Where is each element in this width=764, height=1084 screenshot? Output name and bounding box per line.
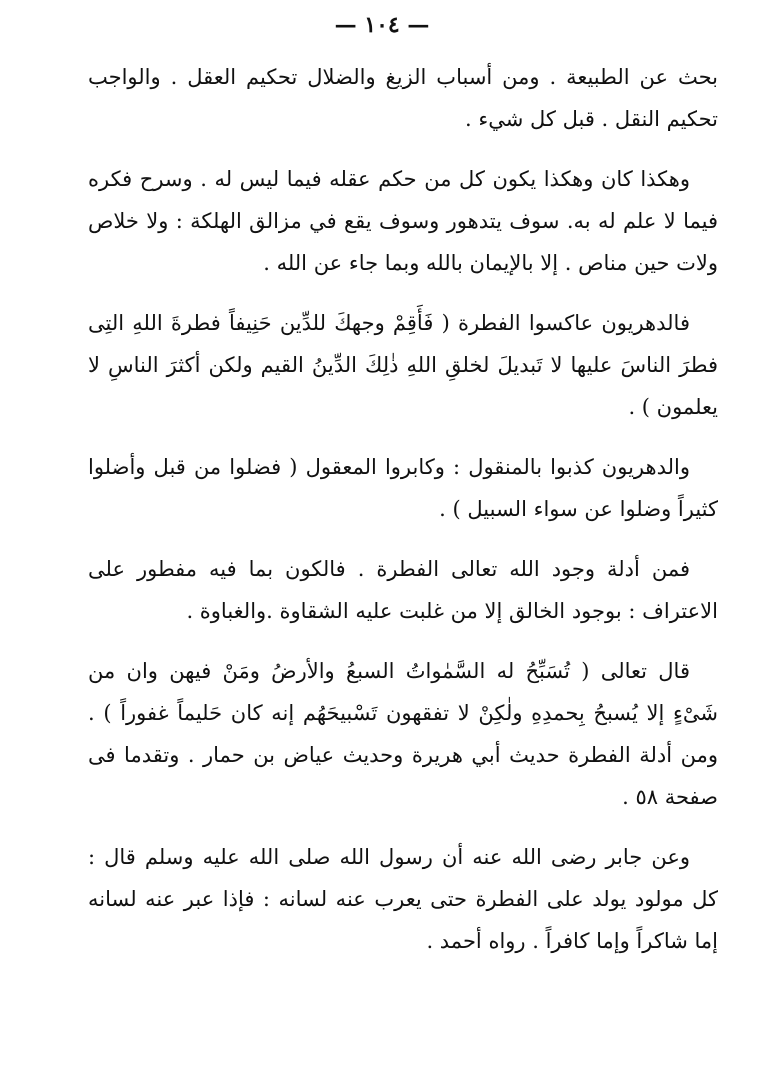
paragraph: وعن جابر رضى الله عنه أن رسول الله صلى الله عليه وسلم قال : كل مولود يولد على الفطرة حتى يعرب عنه لسانه : فإذا عبر عنه لسانه إما شاكراً وإما كافراً . رواه أحمد . — [88, 845, 718, 953]
paragraph: والدهريون كذبوا بالمنقول : وكابروا المعقول ( فضلوا من قبل وأضلوا كثيراً وضلوا عن سواء السبيل ) . — [88, 455, 718, 521]
page-number: — ١٠٤ — — [334, 12, 430, 38]
paragraph: قال تعالى ( تُسَبِّحُ له السَّمٰواتُ السبعُ والأرضُ ومَنْ فيهن وان من شَىْءٍ إلا يُسبحُ بِحمدِهِ ولٰكِنْ لا تفقهون تَسْبيحَهُم إنه كان حَليماً غفوراً ) . ومن أدلة الفطرة حديث أبي هريرة وحديث عياض بن حمار . وتقدما فى صفحة ٥٨ . — [88, 659, 718, 809]
paragraph: وهكذا كان وهكذا يكون كل من حكم عقله فيما ليس له . وسرح فكره فيما لا علم له به. سوف يتدهور وسوف يقع في مزالق الهلكة : ولا خلاص ولات حين مناص . إلا بالإيمان بالله وبما جاء عن الله . — [88, 167, 718, 275]
page-body-text — [88, 56, 718, 980]
paragraph: فالدهريون عاكسوا الفطرة ( فَأَقِمْ وجهكَ للدِّين حَنِيفاً فطرةَ اللهِ التِى فطرَ الناسَ عليها لا تَبديلَ لخلقِ اللهِ ذٰلِكَ الدِّينُ القيم ولكن أكثرَ الناسِ لا يعلمون ) . — [88, 311, 718, 419]
paragraph: بحث عن الطبيعة . ومن أسباب الزيغ والضلال تحكيم العقل . والواجب تحكيم النقل . قبل كل شيء . — [88, 65, 718, 131]
paragraph: فمن أدلة وجود الله تعالى الفطرة . فالكون بما فيه مفطور على الاعتراف : بوجود الخالق إلا من غلبت عليه الشقاوة .والغباوة . — [88, 557, 718, 623]
